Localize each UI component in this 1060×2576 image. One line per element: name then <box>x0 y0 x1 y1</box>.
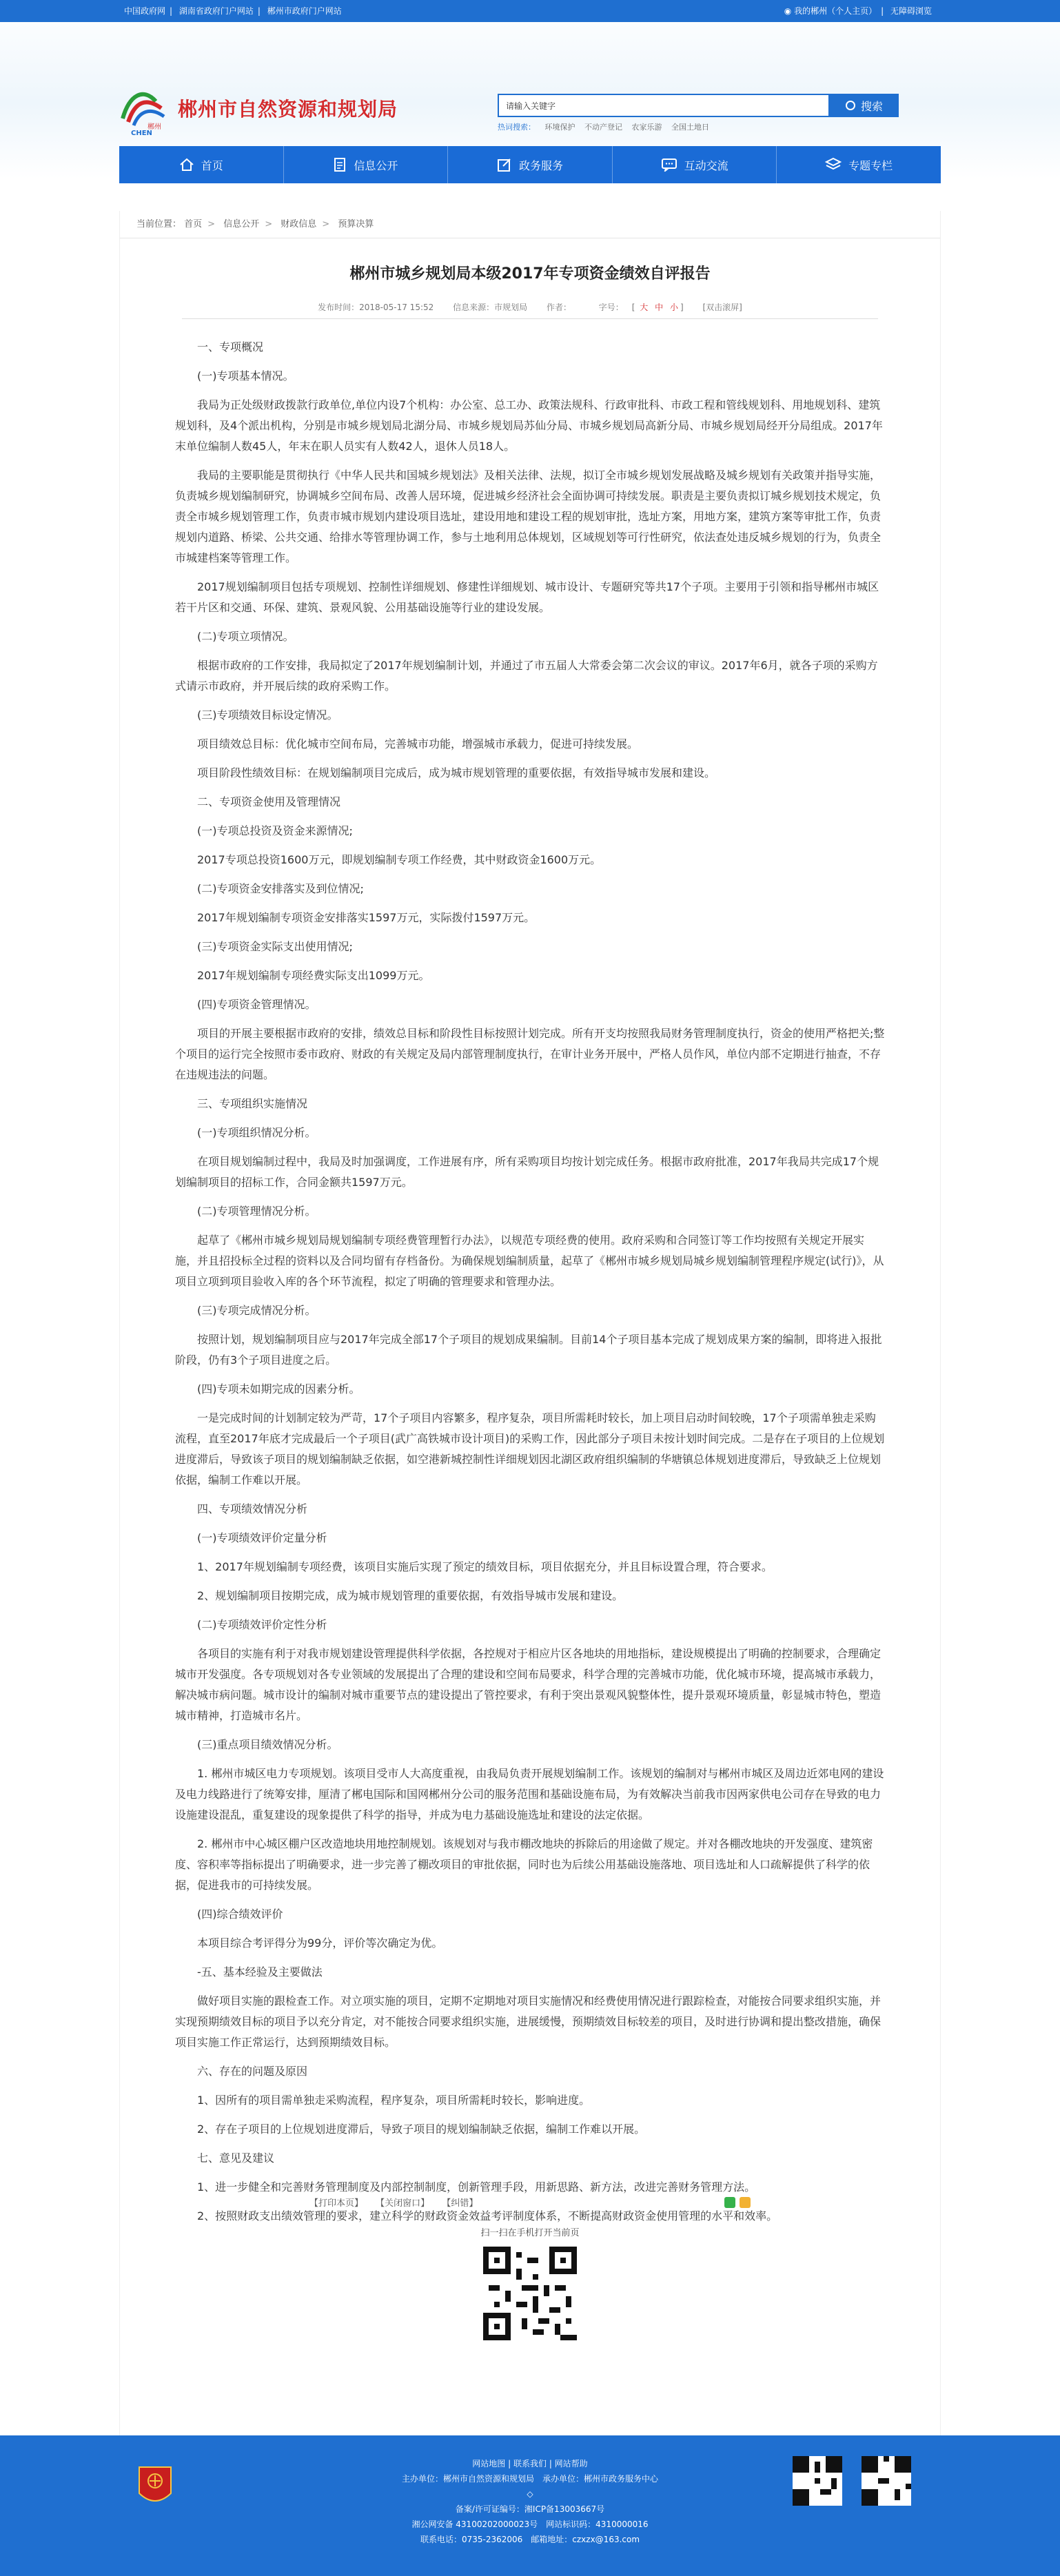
top-right-links: ◉ 我的郴州（个人主页） | 无障碍浏览 <box>784 6 932 16</box>
scroll-toggle[interactable]: [双击滚屏] <box>702 303 742 312</box>
article-paragraph: 项目的开展主要根据市政府的安排，绩效总目标和阶段性目标按照计划完成。所有开支均按照我局财务管理制度执行，资金的使用严格把关;整个项目的运行完全按照市委市政府、财政的有关规定及局内部管理制度执行，在审计业务开展中，严格人员作风，单位内部不定期进行抽查，不存在违规违法的问题。 <box>175 1027 885 1081</box>
wechat-share-icon[interactable] <box>724 2197 735 2208</box>
nav-home[interactable] <box>119 146 284 183</box>
article-paragraph: 做好项目实施的跟检查工作。对立项实施的项目，定期不定期地对项目实施情况和经费使用情况进行跟踪检查，对能按合同要求组织实施，并实现预期绩效目标的项目予以充分肯定，对不能按合同要求组织实施，进展缓慢，预期绩效目标较差的项目，及时进行协调和提出整改措施，确保项目实施工作正常运行，达到预期绩效目标。 <box>175 1994 881 2049</box>
nav-special-topics-label: 专题专栏 <box>848 159 893 172</box>
article-paragraph: 我局的主要职能是贯彻执行《中华人民共和国城乡规划法》及相关法律、法规，拟订全市城乡规划发展战略及城乡规划有关政策并指导实施，负责城乡规划编制研究，协调城乡空间布局、改善人居环境，促进城乡经济社会全面协调可持续发展。职责是主要负责拟订城乡规划技术规定，负责全市城乡规划管理工作，负责市城市规划内建设项目选址，建设用地和建设工程的规划审批，选址方案，用地方案，建筑方案等审批工作，负责规划内道路、桥梁、公共交通、给排水等管理协调工作，参与土地利用总体规划，区域规划等可行性研究，依法查处违反城乡规划的行为，负责全市城建档案等管理工作。 <box>175 469 881 564</box>
article-paragraph: 1、2017年规划编制专项经费，该项目实施后实现了预定的绩效目标，项目依据充分，并且目标设置合理，符合要求。 <box>197 1560 773 1573</box>
document-icon <box>333 157 347 172</box>
nav-interaction-label: 互动交流 <box>684 159 728 172</box>
error-report-link[interactable]: 【纠错】 <box>442 2198 478 2209</box>
footer-icp[interactable]: 备案/许可证编号：湘ICP备13003667号 <box>455 2504 605 2514</box>
article-paragraph: 根据市政府的工作安排，我局拟定了2017年规划编制计划，并通过了市五届人大常委会第二次会议的审议。2017年6月，就各子项的采购方式请示市政府，并开展后续的政府采购工作。 <box>175 659 878 693</box>
link-chenzhou-gov[interactable]: 郴州市政府门户网站 <box>267 6 342 16</box>
breadcrumb-finance[interactable]: 财政信息 <box>281 219 317 229</box>
nav-special-topics[interactable] <box>777 146 941 183</box>
article-paragraph: 各项目的实施有利于对我市规划建设管理提供科学依据，各控规对于相应片区各地块的用地指标，建设规模提出了明确的控制要求，合理确定城市开发强度。各专项规划对各专业领域的发展提出了合理的建设和空间布局要求，科学合理的完善城市功能，优化城市环境，提高城市承载力，解决城市病问题。城市设计的编制对城市重要节点的建设提出了管控要求，有利于突出景观风貌整体性，提升景观环境质量，彰显城市特色，塑造城市精神，打造城市名片。 <box>175 1647 881 1722</box>
nav-home-label: 首页 <box>201 159 223 172</box>
footer-qr-weibo <box>862 2456 911 2506</box>
article-tools <box>120 2196 940 2340</box>
article-body <box>175 337 885 2227</box>
search-button[interactable] <box>830 94 899 117</box>
footer-link-sitemap[interactable]: 网站地图 <box>472 2459 506 2468</box>
link-my-chenzhou[interactable]: 我的郴州（个人主页） <box>794 6 877 16</box>
top-left-links: 中国政府网 | 湖南省政府门户网站 | 郴州市政府门户网站 <box>124 6 342 16</box>
share-buttons <box>724 2197 751 2208</box>
font-size-label: 字号： <box>598 303 624 312</box>
hot-word[interactable]: 农家乐游 <box>631 123 662 132</box>
logo-sub-text: 郴州 <box>147 123 161 131</box>
article-paragraph: (一)专项组织情况分析。 <box>197 1126 316 1139</box>
logo-en-text: CHEN <box>131 130 152 136</box>
font-size-medium[interactable]: 中 <box>655 303 664 312</box>
logo-emblem <box>116 81 171 136</box>
footer-links: 网站地图 | 联系我们 | 网站帮助 <box>472 2459 588 2468</box>
breadcrumb-info-public[interactable]: 信息公开 <box>223 219 260 229</box>
qr-caption: 扫一扫在手机打开当前页 <box>480 2228 580 2238</box>
search-icon <box>846 101 855 110</box>
article-paragraph: 项目阶段性绩效目标：在规划编制项目完成后，成为城市规划管理的重要依据，有效指导城市发展和建设。 <box>197 766 716 779</box>
breadcrumb-label: 当前位置： <box>136 219 182 229</box>
footer-police[interactable]: 湘公网安备 43100202000023号 网站标识码：4310000016 <box>411 2519 649 2529</box>
article-paragraph: 2. 郴州市中心城区棚户区改造地块用地控制规划。该规划对与我市棚改地块的拆除后的用途做了规定。并对各棚改地块的开发强度、建筑密度、容积率等指标提出了明确要求，进一步完善了棚改项目的审批依据，同时也为后续公用基础设施落地、项目选址和人口疏解提供了科学的依据，促进我市的可持续发展。 <box>175 1837 873 1892</box>
hot-words <box>498 121 899 132</box>
article-paragraph: 2、存在子项目的上位规划进度滞后，导致子项目的规划编制缺乏依据，编制工作难以开展。 <box>197 2123 646 2136</box>
nav-info-public-label: 信息公开 <box>354 159 398 172</box>
article-paragraph: (一)专项总投资及资金来源情况; <box>197 824 353 837</box>
article-paragraph: 项目绩效总目标：优化城市空间布局，完善城市功能，增强城市承载力，促进可持续发展。 <box>197 737 639 750</box>
article-paragraph: 2、按照财政支出绩效管理的要求，建立科学的财政资金效益考评制度体系，不断提高财政资金使用管理的水平和效率。 <box>197 2209 778 2222</box>
publish-time: 发布时间：2018-05-17 15:52 <box>318 303 434 312</box>
article-paragraph: (三)专项完成情况分析。 <box>197 1304 316 1317</box>
author: 作者： <box>546 303 571 312</box>
top-bar <box>0 0 1060 22</box>
info-source: 信息来源：市规划局 <box>453 303 528 312</box>
site-header <box>0 22 1060 172</box>
article-paragraph: (一)专项绩效评价定量分析 <box>197 1531 327 1544</box>
home-icon <box>179 158 194 172</box>
font-size-large[interactable]: 大 <box>640 303 649 312</box>
article-paragraph: 1、因所有的项目需单独走采购流程，程序复杂，项目所需耗时较长，影响进度。 <box>197 2094 591 2107</box>
edit-icon <box>497 157 512 172</box>
article-paragraph: 1. 郴州市城区电力专项规划。该项目受市人大高度重视，由我局负责开展规划编制工作。该规划的编制对与郴州市城区及周边近郊电网的建设及电力线路进行了统筹安排，厘清了郴电国际和国网郴州分公司的服务范围和基础设施布局，为有效解决当前我市因两家供电公司存在导致的电力设施建设混乱，重复建设的现象提供了科学的指导，并成为电力基础设施选址和建设的法定依据。 <box>175 1767 884 1821</box>
article-paragraph: 按照计划，规划编制项目应与2017年完成全部17个子项目的规划成果编制。目前14个子项目基本完成了规划成果方案的编制，即将进入报批阶段，仍有3个子项目进度之后。 <box>175 1333 882 1367</box>
hot-word[interactable]: 全国土地日 <box>671 123 709 132</box>
search-area <box>498 94 899 132</box>
hot-word[interactable]: 环境保护 <box>544 123 575 132</box>
article-paragraph: 2017年规划编制专项资金安排落实1597万元，实际拨付1597万元。 <box>197 911 536 924</box>
article-paragraph: 本项目综合考评得分为99分，评价等次确定为优。 <box>197 1936 443 1950</box>
search-input[interactable] <box>498 94 830 117</box>
article-paragraph: (二)专项绩效评价定性分析 <box>197 1618 327 1631</box>
footer-link-contact[interactable]: 联系我们 <box>513 2459 547 2468</box>
article-paragraph: 七、意见及建议 <box>197 2151 275 2165</box>
footer-qr-wechat <box>793 2456 842 2506</box>
article-meta <box>182 301 878 319</box>
site-footer <box>0 2435 1060 2576</box>
footer-host: 主办单位：郴州市自然资源和规划局 承办单位：郴州市政务服务中心 <box>401 2474 658 2484</box>
site-title: 郴州市自然资源和规划局 <box>178 98 398 121</box>
search-button-label: 搜索 <box>860 101 883 113</box>
article-paragraph: (四)专项未如期完成的因素分析。 <box>197 1382 360 1396</box>
layers-icon <box>825 157 842 172</box>
breadcrumb: 当前位置： 首页 > 信息公开 > 财政信息 > 预算决算 <box>120 211 940 238</box>
article-paragraph: 三、专项组织实施情况 <box>197 1097 308 1110</box>
article-paragraph: (三)专项绩效目标设定情况。 <box>197 708 338 722</box>
font-size-small[interactable]: 小 <box>669 303 678 312</box>
article-paragraph: (二)专项管理情况分析。 <box>197 1205 316 1218</box>
article-paragraph: 六、存在的问题及原因 <box>197 2065 308 2078</box>
hot-word[interactable]: 不动产登记 <box>584 123 622 132</box>
article-paragraph: 2017专项总投资1600万元，即规划编制专项工作经费，其中财政资金1600万元。 <box>197 853 602 866</box>
article-paragraph: 四、专项绩效情况分析 <box>197 1502 308 1515</box>
article-title: 郴州市城乡规划局本级2017年专项资金绩效自评报告 <box>349 265 711 283</box>
nav-info-public[interactable] <box>284 146 449 183</box>
chat-icon <box>661 158 677 172</box>
font-size-control: 字号： [ 大 中 小 ] <box>598 303 686 312</box>
article-paragraph: (四)专项资金管理情况。 <box>197 998 316 1011</box>
breadcrumb-budget[interactable]: 预算决算 <box>338 219 374 229</box>
article-paragraph: (三)专项资金实际支出使用情况; <box>197 940 353 953</box>
close-window-link[interactable]: 【关闭窗口】 <box>376 2198 430 2209</box>
main-nav <box>119 146 941 183</box>
footer-divider-icon: ◇ <box>527 2489 533 2499</box>
site-logo[interactable] <box>116 81 398 136</box>
main-container <box>119 211 941 2444</box>
nav-interaction[interactable] <box>613 146 777 183</box>
article-paragraph: 2017规划编制项目包括专项规划、控制性详细规划、修建性详细规划、城市设计、专题研究等共17个子项。主要用于引领和指导郴州市城区若干片区和交通、环保、建筑、景观风貌、公用基础设施等行业的建设发展。 <box>175 580 879 614</box>
article-paragraph: (二)专项资金安排落实及到位情况; <box>197 882 364 895</box>
article-paragraph: 1、进一步健全和完善财务管理制度及内部控制制度，创新管理手段，用新思路、新方法，改进完善财务管理方法。 <box>197 2180 756 2194</box>
article-paragraph: (二)专项立项情况。 <box>197 630 294 643</box>
article-paragraph: (一)专项基本情况。 <box>197 369 294 382</box>
article-paragraph: 起草了《郴州市城乡规划局规划编制专项经费管理暂行办法》，以规范专项经费的使用。政府采购和合同签订等工作均按照有关规定开展实施，并且招投标全过程的资料以及合同均留有存档备份。为确保规划编制质量，起草了《郴州市城乡规划局城乡规划编制管理程序规定(试行)》，从项目立项到项目验收入库的各个环节流程，拟定了明确的管理要求和管理办法。 <box>175 1234 884 1288</box>
link-gov-cn[interactable]: 中国政府网 <box>124 6 166 16</box>
article-paragraph: 2017年规划编制专项经费实际支出1099万元。 <box>197 969 430 982</box>
link-hunan-gov[interactable]: 湖南省政府门户网站 <box>179 6 254 16</box>
user-icon: ◉ <box>784 6 792 16</box>
article-paragraph: 在项目规划编制过程中，我局及时加强调度，工作进展有序，所有采购项目均按计划完成任务。根据市政府批准，2017年我局共完成17个规划编制项目的招标工作，合同金额共1597万元。 <box>175 1155 879 1189</box>
weibo-share-icon[interactable] <box>740 2197 751 2208</box>
article-paragraph: 一是完成时间的计划制定较为严苛，17个子项目内容繁多，程序复杂，项目所需耗时较长，加上项目启动时间较晚，17个子项需单独走采购流程，直至2017年底才完成最后一个子项目(武广高铁城市设计项目)的采购工作，因此部分子项目未按计划时间完成。二是存在子项目的上位规划进度滞后，导致该子项目的规划编制缺乏依据，如空港新城控制性详细规划因北湖区政府组织编制的华塘镇总体规划进度滞后，导致缺乏上位规划依据，编制工作难以开展。 <box>175 1411 885 1486</box>
print-link[interactable]: 【打印本页】 <box>309 2198 364 2209</box>
nav-gov-service[interactable] <box>448 146 613 183</box>
footer-link-help[interactable]: 网站帮助 <box>554 2459 588 2468</box>
link-accessibility[interactable]: 无障碍浏览 <box>890 6 932 16</box>
article-paragraph: 2、规划编制项目按期完成，成为城市规划管理的重要依据，有效指导城市发展和建设。 <box>197 1589 624 1602</box>
article-paragraph: (四)综合绩效评价 <box>197 1908 283 1921</box>
article-paragraph: 我局为正处级财政拨款行政单位,单位内设7个机构：办公室、总工办、政策法规科、行政审批科、市政工程和管线规划科、用地规划科、建筑规划科，及4个派出机构，分别是市城乡规划局北湖分局、市城乡规划局苏仙分局、市城乡规划局高新分局、市城乡规划局经开分局组成。2017年末单位编制人数45人，年末在职人员实有人数42人，退休人员18人。 <box>175 398 883 453</box>
footer-contact: 联系电话：0735-2362006 邮箱地址：czxzx@163.com <box>420 2535 640 2544</box>
nav-gov-service-label: 政务服务 <box>518 159 563 172</box>
article-paragraph: (三)重点项目绩效情况分析。 <box>197 1738 338 1751</box>
article-paragraph: -五、基本经验及主要做法 <box>197 1965 323 1979</box>
hot-words-label: 热词搜索： <box>498 123 536 132</box>
breadcrumb-home[interactable]: 首页 <box>184 219 203 229</box>
article-paragraph: 二、专项资金使用及管理情况 <box>197 795 341 808</box>
page-qr-code <box>483 2247 577 2340</box>
article-paragraph: 一、专项概况 <box>197 340 264 354</box>
